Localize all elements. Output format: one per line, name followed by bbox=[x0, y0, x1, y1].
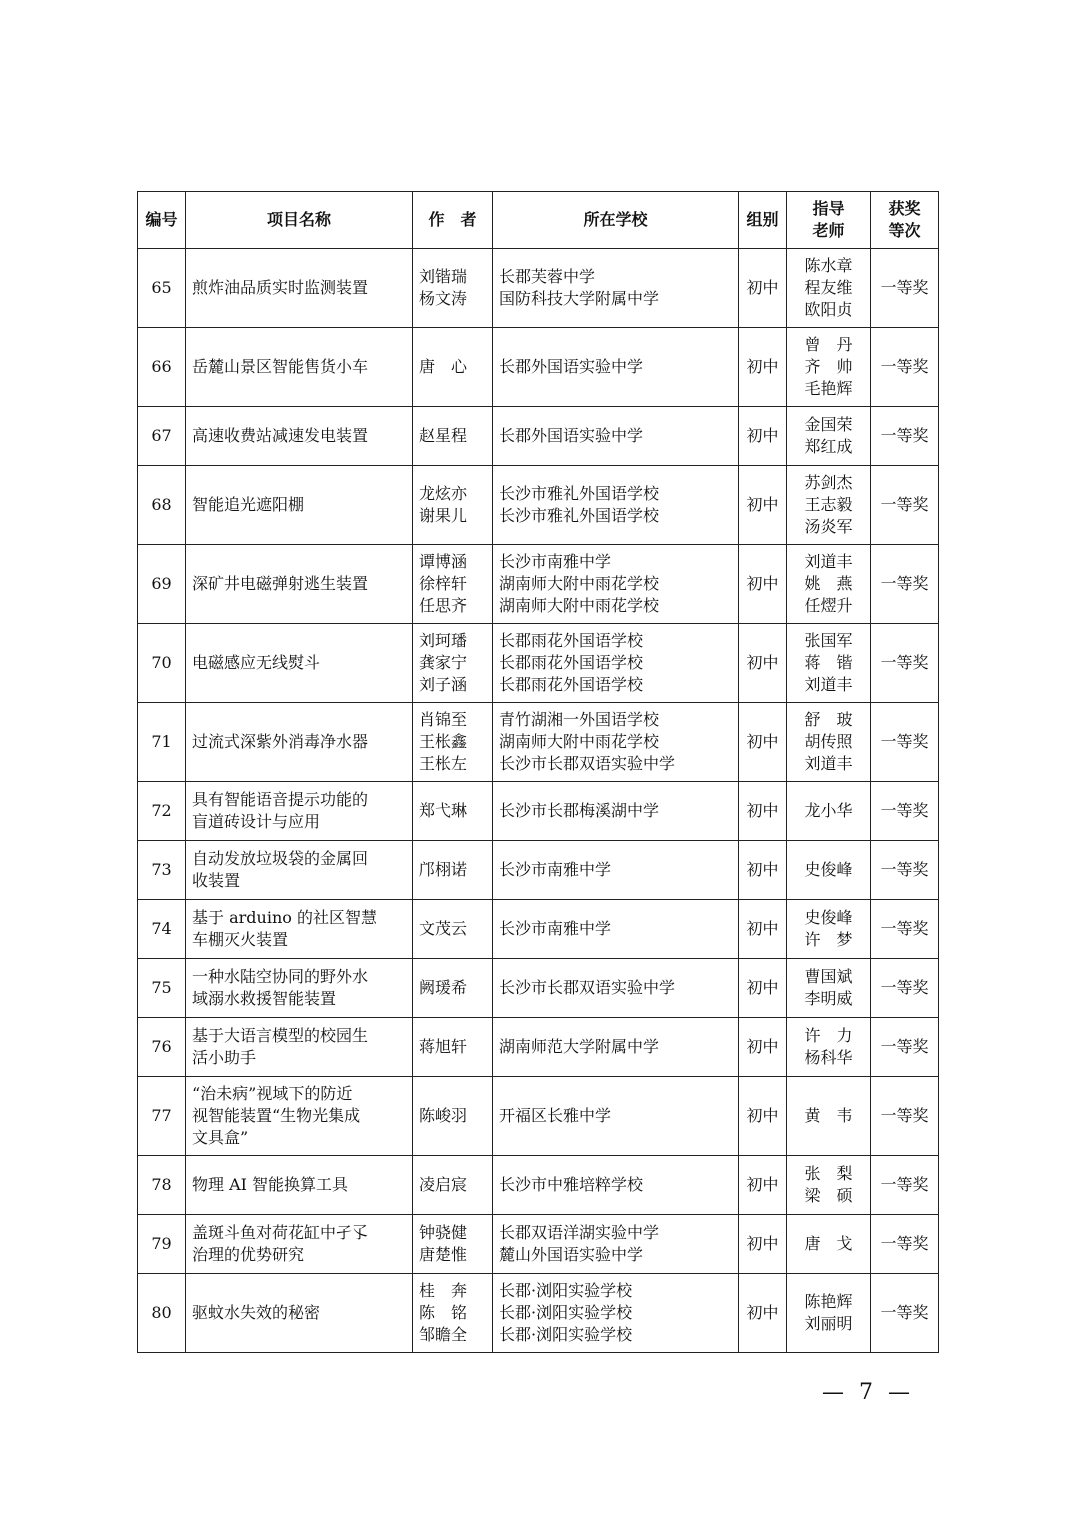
cell-teachers bbox=[787, 466, 871, 545]
cell-teachers-line: 唐 戈 bbox=[804, 1234, 853, 1253]
cell-teachers-line: 汤炎军 bbox=[804, 517, 853, 536]
cell-schools-line: 长郡·浏阳实验学校 bbox=[499, 1303, 633, 1322]
cell-teachers-line: 齐 帅 bbox=[804, 357, 853, 376]
cell-schools bbox=[493, 1274, 739, 1353]
cell-schools bbox=[493, 703, 739, 782]
cell-authors bbox=[413, 545, 493, 624]
cell-project-name-line: 盲道砖设计与应用 bbox=[192, 812, 321, 831]
cell-schools-line: 湖南师大附中雨花学校 bbox=[499, 574, 660, 593]
cell-schools bbox=[493, 624, 739, 703]
cell-group: 初中 bbox=[739, 1215, 787, 1274]
cell-project-name-line: 驱蚊水失效的秘密 bbox=[192, 1303, 321, 1322]
cell-id: 77 bbox=[138, 1077, 186, 1156]
cell-project-name bbox=[186, 782, 413, 841]
cell-teachers-line: 刘道丰 bbox=[804, 552, 853, 571]
cell-authors-line: 谢果儿 bbox=[419, 506, 468, 525]
cell-schools-line: 长郡雨花外国语学校 bbox=[499, 653, 644, 672]
cell-teachers-line: 张国军 bbox=[804, 631, 853, 650]
header-group: 组别 bbox=[739, 192, 787, 249]
cell-teachers-line: 胡传照 bbox=[804, 732, 853, 751]
cell-id: 74 bbox=[138, 900, 186, 959]
cell-id: 76 bbox=[138, 1018, 186, 1077]
cell-id: 65 bbox=[138, 249, 186, 328]
page-number: — 7 — bbox=[822, 1380, 914, 1405]
cell-group: 初中 bbox=[739, 407, 787, 466]
cell-authors-line: 邝栩诺 bbox=[419, 860, 468, 879]
cell-teachers bbox=[787, 1156, 871, 1215]
cell-project-name-line: 自动发放垃圾袋的金属回 bbox=[192, 849, 369, 868]
cell-schools-line: 长沙市长郡梅溪湖中学 bbox=[499, 801, 660, 820]
cell-group: 初中 bbox=[739, 466, 787, 545]
cell-authors-line: 钟骁健 bbox=[419, 1223, 468, 1242]
cell-schools-line: 麓山外国语实验中学 bbox=[499, 1245, 644, 1264]
table-row bbox=[138, 407, 939, 466]
cell-schools-line: 长郡双语洋湖实验中学 bbox=[499, 1223, 660, 1242]
cell-award: 一等奖 bbox=[871, 545, 939, 624]
cell-project-name-line: 车棚灭火装置 bbox=[192, 930, 289, 949]
cell-award: 一等奖 bbox=[871, 1156, 939, 1215]
cell-authors-line: 肖锦至 bbox=[419, 710, 468, 729]
table-row bbox=[138, 545, 939, 624]
cell-teachers bbox=[787, 703, 871, 782]
cell-project-name-line: 视智能装置“生物光集成 bbox=[192, 1106, 361, 1125]
table-row bbox=[138, 466, 939, 545]
cell-project-name-line: 深矿井电磁弹射逃生装置 bbox=[192, 574, 369, 593]
cell-award: 一等奖 bbox=[871, 407, 939, 466]
cell-teachers-line: 张 梨 bbox=[804, 1164, 853, 1183]
table-row bbox=[138, 703, 939, 782]
cell-award: 一等奖 bbox=[871, 1018, 939, 1077]
cell-group: 初中 bbox=[739, 624, 787, 703]
cell-schools-line: 长郡芙蓉中学 bbox=[499, 267, 596, 286]
cell-authors-line: 唐楚惟 bbox=[419, 1245, 468, 1264]
header-award-line: 等次 bbox=[888, 221, 921, 240]
cell-project-name-line: 具有智能语音提示功能的 bbox=[192, 790, 369, 809]
cell-project-name bbox=[186, 959, 413, 1018]
cell-project-name-line: 盖斑斗鱼对荷花缸中孑孓 bbox=[192, 1223, 369, 1242]
table-row bbox=[138, 959, 939, 1018]
cell-project-name-line: 智能追光遮阳棚 bbox=[192, 495, 305, 514]
cell-project-name bbox=[186, 328, 413, 407]
cell-award: 一等奖 bbox=[871, 900, 939, 959]
cell-schools bbox=[493, 1156, 739, 1215]
cell-teachers-line: 黄 韦 bbox=[804, 1106, 853, 1125]
cell-teachers-line: 龙小华 bbox=[804, 801, 853, 820]
cell-id: 67 bbox=[138, 407, 186, 466]
cell-schools-line: 长郡雨花外国语学校 bbox=[499, 631, 644, 650]
cell-authors bbox=[413, 841, 493, 900]
cell-teachers-line: 苏剑杰 bbox=[804, 473, 853, 492]
cell-schools-line: 长沙市长郡双语实验中学 bbox=[499, 754, 676, 773]
cell-project-name bbox=[186, 1215, 413, 1274]
cell-schools bbox=[493, 959, 739, 1018]
cell-teachers-line: 陈艳辉 bbox=[804, 1292, 853, 1311]
cell-teachers bbox=[787, 1077, 871, 1156]
cell-schools-line: 湖南师大附中雨花学校 bbox=[499, 596, 660, 615]
header-teacher-line: 指导 bbox=[812, 199, 845, 218]
cell-award: 一等奖 bbox=[871, 782, 939, 841]
cell-teachers-line: 史俊峰 bbox=[804, 860, 853, 879]
cell-project-name bbox=[186, 249, 413, 328]
header-school: 所在学校 bbox=[493, 192, 739, 249]
cell-teachers bbox=[787, 959, 871, 1018]
cell-schools bbox=[493, 407, 739, 466]
cell-authors-line: 王枨左 bbox=[419, 754, 468, 773]
cell-teachers-line: 蒋 锴 bbox=[804, 653, 853, 672]
cell-authors bbox=[413, 1274, 493, 1353]
cell-authors-line: 文茂云 bbox=[419, 919, 468, 938]
cell-group: 初中 bbox=[739, 841, 787, 900]
cell-id: 71 bbox=[138, 703, 186, 782]
cell-award: 一等奖 bbox=[871, 841, 939, 900]
cell-authors-line: 郑弋琳 bbox=[419, 801, 468, 820]
cell-schools-line: 长沙市长郡双语实验中学 bbox=[499, 978, 676, 997]
cell-teachers-line: 郑红成 bbox=[804, 437, 853, 456]
cell-schools-line: 长沙市雅礼外国语学校 bbox=[499, 506, 660, 525]
cell-authors-line: 刘锴瑞 bbox=[419, 267, 468, 286]
cell-teachers-line: 刘道丰 bbox=[804, 754, 853, 773]
cell-teachers-line: 李明威 bbox=[804, 989, 853, 1008]
header-teacher bbox=[787, 192, 871, 249]
cell-id: 72 bbox=[138, 782, 186, 841]
cell-project-name bbox=[186, 545, 413, 624]
cell-teachers-line: 舒 玻 bbox=[804, 710, 853, 729]
cell-authors-line: 陈 铭 bbox=[419, 1303, 468, 1322]
cell-schools bbox=[493, 841, 739, 900]
cell-project-name bbox=[186, 1077, 413, 1156]
cell-authors-line: 凌启宸 bbox=[419, 1175, 468, 1194]
cell-id: 68 bbox=[138, 466, 186, 545]
cell-teachers bbox=[787, 1274, 871, 1353]
cell-award: 一等奖 bbox=[871, 1274, 939, 1353]
cell-group: 初中 bbox=[739, 782, 787, 841]
cell-teachers-line: 陈水章 bbox=[804, 256, 853, 275]
cell-teachers bbox=[787, 407, 871, 466]
cell-award: 一等奖 bbox=[871, 959, 939, 1018]
cell-teachers bbox=[787, 249, 871, 328]
cell-schools bbox=[493, 249, 739, 328]
cell-schools-line: 青竹湖湘一外国语学校 bbox=[499, 710, 660, 729]
cell-project-name-line: 电磁感应无线熨斗 bbox=[192, 653, 321, 672]
cell-authors bbox=[413, 1018, 493, 1077]
cell-teachers bbox=[787, 328, 871, 407]
cell-teachers-line: 梁 硕 bbox=[804, 1186, 853, 1205]
header-teacher-line: 老师 bbox=[812, 221, 845, 240]
cell-project-name-line: 物理 AI 智能换算工具 bbox=[192, 1175, 349, 1194]
cell-award: 一等奖 bbox=[871, 466, 939, 545]
header-row bbox=[138, 192, 939, 249]
cell-teachers-line: 许 力 bbox=[804, 1026, 853, 1045]
cell-schools bbox=[493, 328, 739, 407]
table-row bbox=[138, 249, 939, 328]
cell-teachers bbox=[787, 1215, 871, 1274]
table-row bbox=[138, 1156, 939, 1215]
table-row bbox=[138, 1215, 939, 1274]
cell-schools bbox=[493, 1077, 739, 1156]
cell-teachers bbox=[787, 1018, 871, 1077]
cell-group: 初中 bbox=[739, 900, 787, 959]
cell-teachers bbox=[787, 624, 871, 703]
cell-authors-line: 刘子涵 bbox=[419, 675, 468, 694]
table-row bbox=[138, 900, 939, 959]
cell-authors-line: 唐 心 bbox=[419, 357, 468, 376]
cell-award: 一等奖 bbox=[871, 249, 939, 328]
cell-authors-line: 龚家宁 bbox=[419, 653, 468, 672]
table-row bbox=[138, 1274, 939, 1353]
cell-authors bbox=[413, 466, 493, 545]
awards-table bbox=[137, 191, 939, 1353]
cell-group: 初中 bbox=[739, 959, 787, 1018]
cell-award: 一等奖 bbox=[871, 624, 939, 703]
cell-authors bbox=[413, 624, 493, 703]
cell-schools bbox=[493, 1018, 739, 1077]
cell-project-name-line: 基于大语言模型的校园生 bbox=[192, 1026, 369, 1045]
cell-teachers-line: 程友维 bbox=[804, 278, 853, 297]
cell-authors bbox=[413, 1156, 493, 1215]
cell-schools-line: 湖南师大附中雨花学校 bbox=[499, 732, 660, 751]
cell-project-name-line: “治未病”视域下的防近 bbox=[192, 1084, 353, 1103]
header-award bbox=[871, 192, 939, 249]
cell-schools-line: 国防科技大学附属中学 bbox=[499, 289, 660, 308]
table-body bbox=[138, 249, 939, 1353]
cell-project-name bbox=[186, 1018, 413, 1077]
cell-authors bbox=[413, 703, 493, 782]
cell-authors bbox=[413, 1077, 493, 1156]
cell-authors-line: 徐梓轩 bbox=[419, 574, 468, 593]
header-id: 编号 bbox=[138, 192, 186, 249]
cell-authors-line: 谭博涵 bbox=[419, 552, 468, 571]
cell-authors bbox=[413, 328, 493, 407]
cell-authors-line: 蒋旭轩 bbox=[419, 1037, 468, 1056]
cell-project-name bbox=[186, 624, 413, 703]
cell-group: 初中 bbox=[739, 328, 787, 407]
cell-id: 73 bbox=[138, 841, 186, 900]
cell-teachers-line: 王志毅 bbox=[804, 495, 853, 514]
cell-id: 75 bbox=[138, 959, 186, 1018]
cell-schools bbox=[493, 1215, 739, 1274]
table-row bbox=[138, 782, 939, 841]
cell-schools bbox=[493, 545, 739, 624]
cell-schools-line: 湖南师范大学附属中学 bbox=[499, 1037, 660, 1056]
cell-schools bbox=[493, 900, 739, 959]
cell-project-name bbox=[186, 407, 413, 466]
cell-project-name-line: 文具盒” bbox=[192, 1128, 249, 1147]
table-row bbox=[138, 328, 939, 407]
cell-teachers-line: 毛艳辉 bbox=[804, 379, 853, 398]
cell-teachers-line: 任熤升 bbox=[804, 596, 853, 615]
cell-award: 一等奖 bbox=[871, 1215, 939, 1274]
cell-project-name bbox=[186, 900, 413, 959]
cell-id: 80 bbox=[138, 1274, 186, 1353]
cell-teachers bbox=[787, 900, 871, 959]
cell-teachers-line: 刘丽明 bbox=[804, 1314, 853, 1333]
cell-project-name bbox=[186, 841, 413, 900]
cell-teachers-line: 金国荣 bbox=[804, 415, 853, 434]
cell-teachers-line: 曾 丹 bbox=[804, 335, 853, 354]
cell-authors bbox=[413, 959, 493, 1018]
cell-teachers bbox=[787, 841, 871, 900]
cell-schools-line: 长郡·浏阳实验学校 bbox=[499, 1281, 633, 1300]
cell-schools-line: 长沙市南雅中学 bbox=[499, 552, 612, 571]
cell-project-name-line: 活小助手 bbox=[192, 1048, 257, 1067]
table-row bbox=[138, 1018, 939, 1077]
cell-id: 69 bbox=[138, 545, 186, 624]
cell-project-name-line: 高速收费站减速发电装置 bbox=[192, 426, 369, 445]
cell-id: 78 bbox=[138, 1156, 186, 1215]
cell-teachers-line: 曹国斌 bbox=[804, 967, 853, 986]
cell-teachers-line: 姚 燕 bbox=[804, 574, 853, 593]
cell-schools-line: 长郡外国语实验中学 bbox=[499, 426, 644, 445]
cell-schools-line: 长沙市中雅培粹学校 bbox=[499, 1175, 644, 1194]
cell-authors-line: 桂 奔 bbox=[419, 1281, 468, 1300]
cell-teachers bbox=[787, 545, 871, 624]
cell-authors-line: 阙瑗希 bbox=[419, 978, 468, 997]
table-row bbox=[138, 841, 939, 900]
cell-project-name bbox=[186, 703, 413, 782]
cell-project-name-line: 治理的优势研究 bbox=[192, 1245, 305, 1264]
cell-authors bbox=[413, 1215, 493, 1274]
cell-teachers-line: 许 梦 bbox=[804, 930, 853, 949]
cell-schools-line: 长郡雨花外国语学校 bbox=[499, 675, 644, 694]
cell-schools-line: 长沙市南雅中学 bbox=[499, 919, 612, 938]
cell-authors bbox=[413, 782, 493, 841]
cell-schools-line: 开福区长雅中学 bbox=[499, 1106, 612, 1125]
cell-group: 初中 bbox=[739, 249, 787, 328]
cell-id: 66 bbox=[138, 328, 186, 407]
cell-authors-line: 赵星程 bbox=[419, 426, 468, 445]
cell-teachers-line: 欧阳贞 bbox=[804, 300, 853, 319]
cell-group: 初中 bbox=[739, 545, 787, 624]
cell-authors-line: 龙炫亦 bbox=[419, 484, 468, 503]
cell-id: 79 bbox=[138, 1215, 186, 1274]
cell-project-name-line: 过流式深紫外消毒净水器 bbox=[192, 732, 369, 751]
cell-group: 初中 bbox=[739, 1274, 787, 1353]
cell-award: 一等奖 bbox=[871, 703, 939, 782]
cell-authors-line: 邹瞻全 bbox=[419, 1325, 468, 1344]
cell-authors bbox=[413, 249, 493, 328]
cell-group: 初中 bbox=[739, 1156, 787, 1215]
cell-award: 一等奖 bbox=[871, 1077, 939, 1156]
cell-project-name-line: 一种水陆空协同的野外水 bbox=[192, 967, 369, 986]
cell-authors-line: 刘珂璠 bbox=[419, 631, 468, 650]
cell-project-name-line: 收装置 bbox=[192, 871, 241, 890]
cell-project-name bbox=[186, 1156, 413, 1215]
cell-authors bbox=[413, 900, 493, 959]
cell-project-name-line: 基于 arduino 的社区智慧 bbox=[192, 908, 377, 927]
cell-project-name bbox=[186, 466, 413, 545]
cell-authors-line: 杨文涛 bbox=[419, 289, 468, 308]
cell-teachers-line: 史俊峰 bbox=[804, 908, 853, 927]
cell-authors-line: 陈峻羽 bbox=[419, 1106, 468, 1125]
cell-teachers bbox=[787, 782, 871, 841]
header-author: 作 者 bbox=[413, 192, 493, 249]
cell-id: 70 bbox=[138, 624, 186, 703]
header-award-line: 获奖 bbox=[888, 199, 921, 218]
cell-project-name-line: 岳麓山景区智能售货小车 bbox=[192, 357, 369, 376]
cell-group: 初中 bbox=[739, 1077, 787, 1156]
cell-authors-line: 王枨鑫 bbox=[419, 732, 468, 751]
cell-schools-line: 长沙市雅礼外国语学校 bbox=[499, 484, 660, 503]
cell-award: 一等奖 bbox=[871, 328, 939, 407]
cell-schools-line: 长郡外国语实验中学 bbox=[499, 357, 644, 376]
cell-project-name-line: 域溺水救援智能装置 bbox=[192, 989, 337, 1008]
cell-project-name bbox=[186, 1274, 413, 1353]
cell-teachers-line: 刘道丰 bbox=[804, 675, 853, 694]
cell-group: 初中 bbox=[739, 703, 787, 782]
cell-authors bbox=[413, 407, 493, 466]
cell-schools-line: 长郡·浏阳实验学校 bbox=[499, 1325, 633, 1344]
table-row bbox=[138, 624, 939, 703]
cell-teachers-line: 杨科华 bbox=[804, 1048, 853, 1067]
cell-project-name-line: 煎炸油品质实时监测装置 bbox=[192, 278, 369, 297]
table-row bbox=[138, 1077, 939, 1156]
header-name: 项目名称 bbox=[186, 192, 413, 249]
cell-group: 初中 bbox=[739, 1018, 787, 1077]
cell-schools-line: 长沙市南雅中学 bbox=[499, 860, 612, 879]
cell-schools bbox=[493, 466, 739, 545]
cell-schools bbox=[493, 782, 739, 841]
cell-authors-line: 任思齐 bbox=[419, 596, 468, 615]
